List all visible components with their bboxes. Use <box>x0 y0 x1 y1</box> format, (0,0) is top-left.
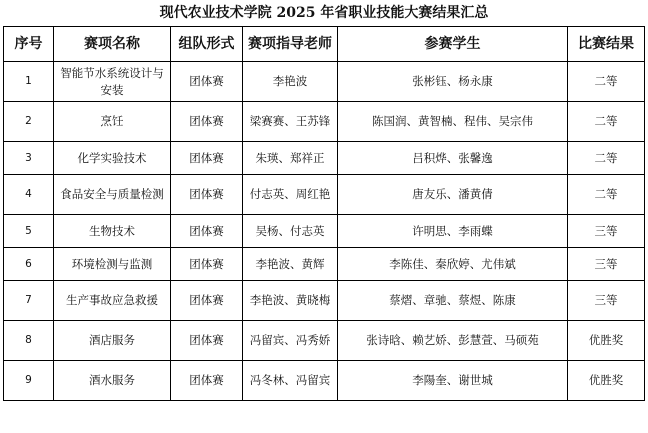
cell-event-name: 酒水服务 <box>54 361 171 401</box>
table-row <box>4 248 645 281</box>
header-result: 比赛结果 <box>568 27 645 62</box>
cell-event-name: 环境检测与监测 <box>54 248 171 281</box>
table-row <box>4 175 645 215</box>
cell-advisor: 李艳波、黄辉 <box>243 248 338 281</box>
document-title: 现代农业技术学院 2025 年省职业技能大赛结果汇总 <box>159 5 489 21</box>
cell-advisor: 冯冬林、冯留宾 <box>243 361 338 401</box>
cell-students: 李陈佳、秦欣婷、尤伟斌 <box>338 248 568 281</box>
cell-advisor: 李艳波 <box>243 62 338 102</box>
cell-students: 陈国润、黄智楠、程伟、吴宗伟 <box>338 102 568 142</box>
cell-students: 李陽奎、谢世城 <box>338 361 568 401</box>
cell-event-name: 智能节水系统设计与安装 <box>54 62 171 102</box>
cell-result: 三等 <box>568 215 645 248</box>
cell-students: 蔡熠、章驰、蔡煜、陈康 <box>338 281 568 321</box>
cell-serial: 2 <box>4 102 54 142</box>
cell-serial: 1 <box>4 62 54 102</box>
cell-event-name: 烹饪 <box>54 102 171 142</box>
cell-result: 三等 <box>568 248 645 281</box>
header-advisor: 赛项指导老师 <box>243 27 338 62</box>
cell-result: 二等 <box>568 142 645 175</box>
cell-event-name: 食品安全与质量检测 <box>54 175 171 215</box>
cell-serial: 3 <box>4 142 54 175</box>
cell-serial: 7 <box>4 281 54 321</box>
table-row <box>4 361 645 401</box>
cell-students: 张诗晗、赖艺娇、彭慧萱、马硕苑 <box>338 321 568 361</box>
results-table <box>3 26 645 401</box>
cell-advisor: 付志英、周红艳 <box>243 175 338 215</box>
cell-result: 优胜奖 <box>568 361 645 401</box>
table-row <box>4 321 645 361</box>
cell-advisor: 朱瑛、郑祥正 <box>243 142 338 175</box>
cell-serial: 6 <box>4 248 54 281</box>
cell-event-name: 化学实验技术 <box>54 142 171 175</box>
header-students: 参赛学生 <box>338 27 568 62</box>
cell-result: 二等 <box>568 102 645 142</box>
cell-advisor: 梁赛赛、王苏锋 <box>243 102 338 142</box>
cell-team-format: 团体赛 <box>171 361 243 401</box>
table-row <box>4 62 645 102</box>
cell-serial: 4 <box>4 175 54 215</box>
cell-result: 二等 <box>568 62 645 102</box>
cell-team-format: 团体赛 <box>171 175 243 215</box>
cell-students: 张彬钰、杨永康 <box>338 62 568 102</box>
cell-students: 吕积烨、张馨逸 <box>338 142 568 175</box>
cell-advisor: 吴杨、付志英 <box>243 215 338 248</box>
table-row <box>4 102 645 142</box>
header-row <box>4 27 645 62</box>
cell-team-format: 团体赛 <box>171 215 243 248</box>
cell-serial: 9 <box>4 361 54 401</box>
cell-team-format: 团体赛 <box>171 62 243 102</box>
cell-event-name: 生物技术 <box>54 215 171 248</box>
cell-students: 唐友乐、潘黄倩 <box>338 175 568 215</box>
cell-event-name: 酒店服务 <box>54 321 171 361</box>
cell-team-format: 团体赛 <box>171 248 243 281</box>
table-row <box>4 281 645 321</box>
cell-result: 三等 <box>568 281 645 321</box>
header-serial: 序号 <box>4 27 54 62</box>
cell-serial: 8 <box>4 321 54 361</box>
header-team-format: 组队形式 <box>171 27 243 62</box>
cell-serial: 5 <box>4 215 54 248</box>
cell-result: 优胜奖 <box>568 321 645 361</box>
header-event-name: 赛项名称 <box>54 27 171 62</box>
cell-team-format: 团体赛 <box>171 142 243 175</box>
cell-team-format: 团体赛 <box>171 321 243 361</box>
cell-students: 许明思、李雨蝶 <box>338 215 568 248</box>
table-row <box>4 215 645 248</box>
cell-team-format: 团体赛 <box>171 102 243 142</box>
cell-advisor: 李艳波、黄晓梅 <box>243 281 338 321</box>
cell-advisor: 冯留宾、冯秀娇 <box>243 321 338 361</box>
cell-result: 二等 <box>568 175 645 215</box>
cell-team-format: 团体赛 <box>171 281 243 321</box>
cell-event-name: 生产事故应急救援 <box>54 281 171 321</box>
table-row <box>4 142 645 175</box>
